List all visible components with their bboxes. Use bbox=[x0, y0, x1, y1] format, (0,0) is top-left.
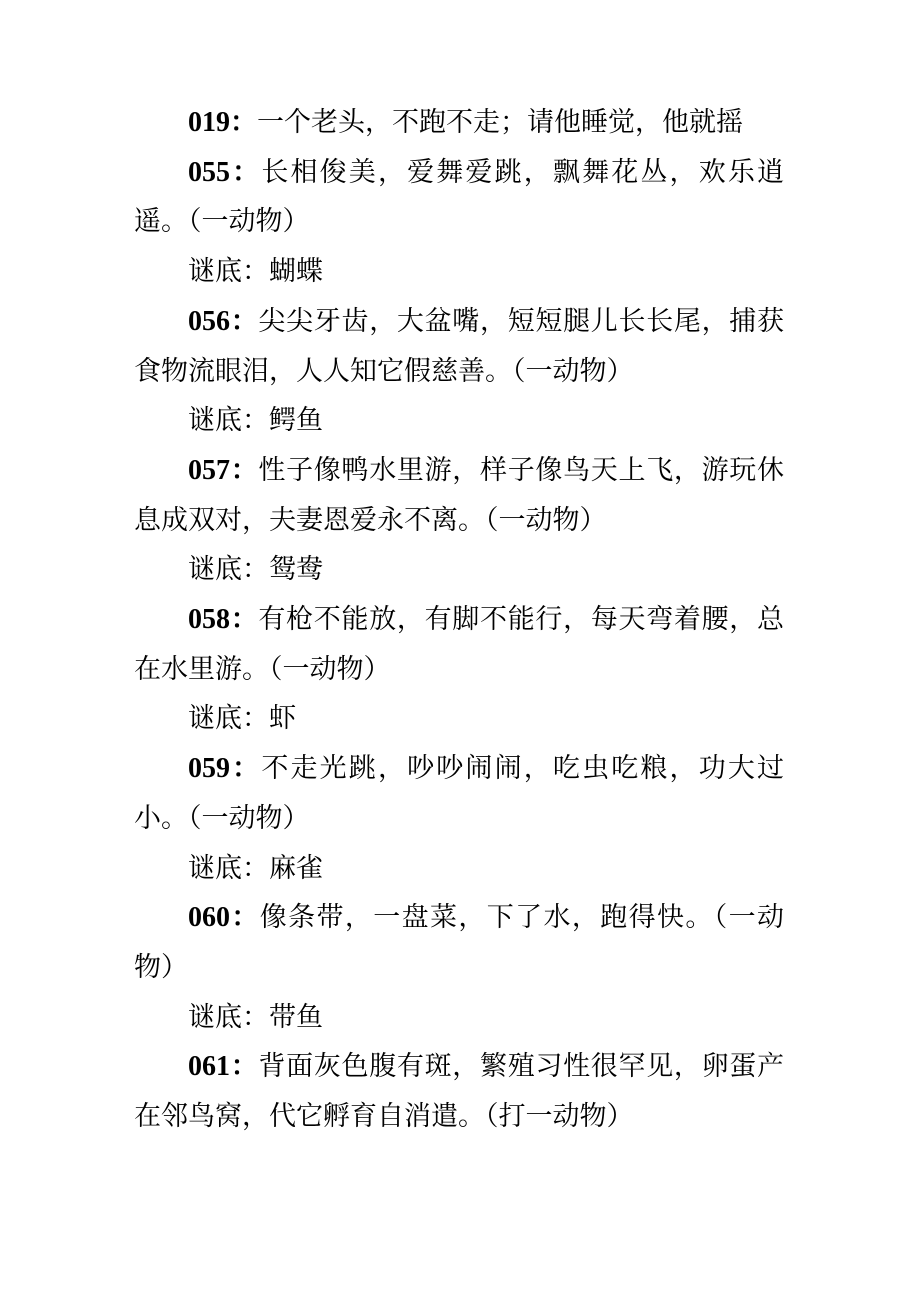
riddle-answer-055 bbox=[134, 247, 784, 297]
riddle-colon: ： bbox=[230, 454, 259, 486]
answer-prefix: 谜底： bbox=[188, 852, 269, 884]
riddle-question: 不走光跳，吵吵闹闹，吃虫吃粮，功大过小。（一动物） bbox=[134, 753, 785, 834]
riddle-question: 长相俊美，爱舞爱跳，飘舞花丛，欢乐逍遥。（一动物） bbox=[134, 156, 785, 238]
answer-prefix: 谜底： bbox=[188, 554, 269, 586]
answer-prefix: 谜底： bbox=[188, 256, 269, 288]
riddle-answer: 带鱼 bbox=[269, 1001, 323, 1033]
answer-prefix: 谜底： bbox=[188, 703, 269, 735]
riddle-answer: 虾 bbox=[269, 703, 296, 735]
riddle-colon: ： bbox=[230, 604, 259, 636]
riddle-question: 尖尖牙齿，大盆嘴，短短腿儿长长尾，捕获食物流眼泪，人人知它假慈善。（一动物） bbox=[134, 305, 785, 387]
riddle-059 bbox=[134, 744, 784, 843]
riddle-colon: ： bbox=[230, 107, 257, 138]
answer-prefix: 谜底： bbox=[188, 1001, 269, 1033]
riddle-question: 一个老头，不跑不走；请他睡觉，他就摇 bbox=[257, 107, 743, 138]
answer-prefix: 谜底： bbox=[188, 405, 269, 437]
riddle-answer-059 bbox=[134, 844, 784, 894]
riddle-answer: 蝴蝶 bbox=[269, 256, 323, 288]
riddle-number: 061 bbox=[188, 1051, 230, 1083]
riddle-answer-057 bbox=[134, 545, 784, 595]
riddle-colon: ： bbox=[230, 156, 262, 188]
riddle-list bbox=[134, 98, 784, 1142]
riddle-number: 058 bbox=[188, 604, 230, 636]
riddle-number: 019 bbox=[188, 107, 230, 138]
riddle-answer-060 bbox=[134, 993, 784, 1043]
riddle-question: 像条带，一盘菜，下了水，跑得快。（一动物） bbox=[134, 902, 784, 983]
riddle-question: 背面灰色腹有斑，繁殖习性很罕见，卵蛋产在邻鸟窝，代它孵育自消遣。（打一动物） bbox=[134, 1051, 785, 1133]
riddle-colon: ： bbox=[230, 753, 262, 785]
riddle-055 bbox=[134, 148, 784, 247]
riddle-colon: ： bbox=[230, 902, 260, 934]
riddle-colon: ： bbox=[230, 1051, 259, 1083]
riddle-number: 059 bbox=[188, 753, 230, 785]
riddle-answer: 鳄鱼 bbox=[269, 405, 323, 437]
riddle-060 bbox=[134, 893, 784, 992]
riddle-number: 057 bbox=[188, 454, 230, 486]
riddle-answer-056 bbox=[134, 396, 784, 446]
riddle-056 bbox=[134, 297, 784, 396]
riddle-answer: 鸳鸯 bbox=[269, 554, 323, 586]
riddle-question: 性子像鸭水里游，样子像鸟天上飞，游玩休息成双对，夫妻恩爱永不离。（一动物） bbox=[134, 454, 785, 536]
riddle-057 bbox=[134, 446, 784, 545]
riddle-number: 056 bbox=[188, 305, 230, 337]
riddle-061 bbox=[134, 1042, 784, 1141]
riddle-answer: 麻雀 bbox=[269, 852, 323, 884]
riddle-number: 060 bbox=[188, 902, 230, 934]
riddle-019 bbox=[134, 98, 784, 148]
riddle-question: 有枪不能放，有脚不能行，每天弯着腰，总在水里游。（一动物） bbox=[134, 604, 785, 685]
riddle-number: 055 bbox=[188, 156, 230, 188]
riddle-answer-058 bbox=[134, 694, 784, 744]
riddle-058 bbox=[134, 595, 784, 694]
riddle-colon: ： bbox=[230, 305, 259, 337]
